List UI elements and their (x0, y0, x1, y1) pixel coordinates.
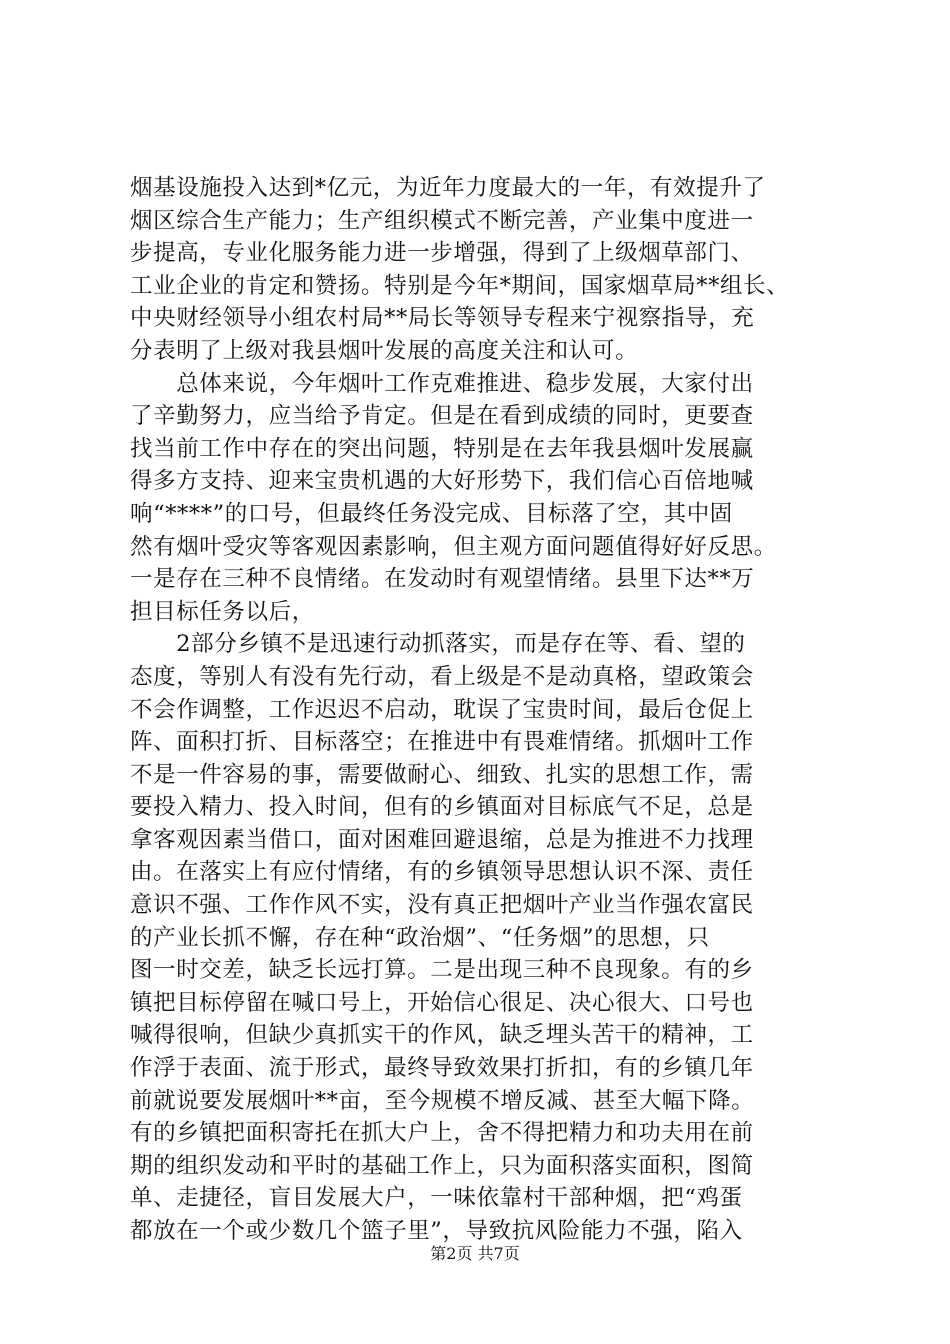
text-line: 不是一件容易的事，需要做耐心、细致、扎实的思想工作，需 (130, 761, 754, 788)
text-line: 步提高，专业化服务能力进一步增强，得到了上级烟草部门、 (130, 240, 754, 267)
text-line: 喊得很响，但缺少真抓实干的作风，缺乏埋头苦干的精神，工 (130, 1022, 754, 1049)
text-line: 得多方支持、迎来宝贵机遇的大好形势下，我们信心百倍地喊 (130, 468, 754, 495)
text-line: 工业企业的肯定和赞扬。特别是今年*期间，国家烟草局**组长、 (130, 272, 790, 299)
text-line: 作浮于表面、流于形式，最终导致效果打折扣，有的乡镇几年 (130, 1055, 754, 1082)
text-line: 然有烟叶受灾等客观因素影响，但主观方面问题值得好好反思。 (130, 533, 777, 560)
text-line: 担目标任务以后， (130, 598, 315, 625)
text-line: 有的乡镇把面积寄托在抓大户上，舍不得把精力和功夫用在前 (130, 1120, 754, 1147)
text-line: 烟基设施投入达到*亿元，为近年力度最大的一年，有效提升了 (130, 175, 766, 201)
text-line: 态度，等别人有没有先行动，看上级是不是动真格，望政策会 (130, 663, 754, 690)
text-line: 的产业长抓不懈，存在种“政治烟”、“任务烟”的思想，只 (130, 924, 710, 951)
text-line: 响“****”的口号，但最终任务没完成、目标落了空，其中固 (130, 500, 733, 527)
text-line: 阵、面积打折、目标落空；在推进中有畏难情绪。抓烟叶工作 (130, 729, 754, 756)
text-line: 中央财经领导小组农村局**局长等领导专程来宁视察指导，充 (130, 305, 755, 332)
text-line: 烟区综合生产能力；生产组织模式不断完善，产业集中度进一 (130, 207, 754, 234)
page-footer (0, 1242, 950, 1266)
document-body (130, 172, 830, 1248)
text-line: 总体来说，今年烟叶工作克难推进、稳步发展，大家付出 (130, 370, 754, 397)
text-line: 镇把目标停留在喊口号上，开始信心很足、决心很大、口号也 (130, 989, 754, 1016)
text-line: 分表明了上级对我县烟叶发展的高度关注和认可。 (130, 337, 639, 364)
text-line: 一是存在三种不良情绪。在发动时有观望情绪。县里下达**万 (130, 566, 755, 593)
text-line: 要投入精力、投入时间，但有的乡镇面对目标底气不足，总是 (130, 794, 754, 821)
text-line: 由。在落实上有应付情绪，有的乡镇领导思想认识不深、责任 (130, 859, 754, 886)
text-line: 都放在一个或少数几个篮子里”，导致抗风险能力不强，陷入 (130, 1218, 743, 1244)
text-line: 意识不强、工作作风不实，没有真正把烟叶产业当作强农富民 (130, 892, 754, 919)
text-line: 2部分乡镇不是迅速行动抓落实，而是存在等、看、望的 (130, 631, 746, 658)
text-line: 了辛勤努力，应当给予肯定。但是在看到成绩的同时，更要查 (130, 403, 754, 430)
text-line: 期的组织发动和平时的基础工作上，只为面积落实面积，图简 (130, 1152, 754, 1179)
text-line: 拿客观因素当借口，面对困难回避退缩，总是为推进不力找理 (130, 826, 754, 853)
text-line: 图一时交差，缺乏长远打算。二是出现三种不良现象。有的乡 (130, 957, 754, 984)
page-number: 第2页 共7页 (430, 1244, 520, 1263)
text-line: 单、走捷径，盲目发展大户，一味依靠村干部种烟，把“鸡蛋 (130, 1185, 743, 1212)
text-line: 找当前工作中存在的突出问题，特别是在去年我县烟叶发展赢 (130, 435, 754, 462)
text-line: 前就说要发展烟叶**亩，至今规模不增反减、甚至大幅下降。 (130, 1087, 755, 1114)
text-line: 不会作调整，工作迟迟不启动，耽误了宝贵时间，最后仓促上 (130, 696, 754, 723)
